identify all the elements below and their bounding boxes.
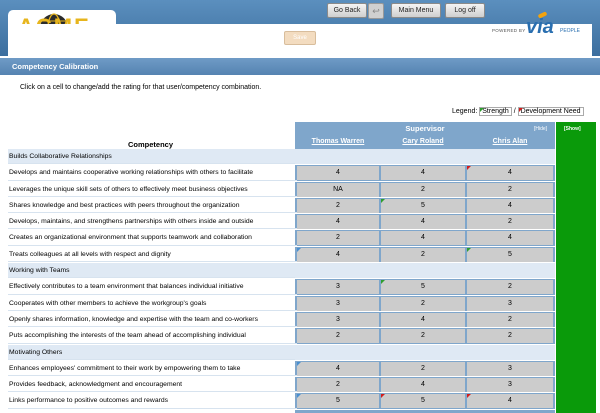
rating-value: 2	[508, 332, 512, 340]
go-back-button[interactable]: Go Back	[327, 3, 367, 18]
rating-value: 5	[421, 283, 425, 291]
rating-cell[interactable]	[381, 280, 465, 294]
back-arrow-icon[interactable]: ↩	[368, 3, 384, 19]
instructions-text: Click on a cell to change/add the rating for that user/competency combination.	[20, 84, 262, 91]
competency-label: Enhances employees' commitment to their work by empowering them to take	[8, 361, 297, 376]
table-row	[6, 361, 556, 377]
rating-value: 3	[336, 299, 340, 307]
legend-strength: Strength	[479, 107, 511, 116]
rating-cell[interactable]	[297, 280, 379, 294]
rating-value: 2	[508, 218, 512, 226]
competency-rows	[6, 149, 556, 410]
competency-label: Shares knowledge and best practices with peers throughout the organization	[8, 198, 297, 213]
strength-marker-icon	[480, 108, 484, 112]
development-marker-icon	[467, 394, 471, 398]
rating-cell[interactable]	[381, 166, 465, 180]
legend-label: Legend:	[452, 108, 478, 115]
rating-cell[interactable]	[297, 231, 379, 245]
rating-cell[interactable]	[381, 394, 465, 408]
person-header-chris-alan[interactable]: Chris Alan	[492, 138, 528, 145]
rating-value: 2	[421, 250, 425, 258]
note-marker-icon	[297, 248, 301, 252]
table-row	[6, 377, 556, 393]
category-row	[6, 263, 556, 279]
rating-value: 4	[508, 169, 512, 177]
rating-cell[interactable]	[297, 297, 379, 311]
rating-value: 2	[508, 185, 512, 193]
competency-label: Puts accomplishing the interests of the team ahead of accomplishing individual	[8, 328, 297, 343]
development-marker-icon	[467, 166, 471, 170]
table-row	[6, 247, 556, 263]
rating-value: 4	[421, 234, 425, 242]
table-row	[6, 312, 556, 328]
legend-development: Development Need	[518, 107, 584, 116]
category-fill	[295, 345, 555, 360]
rating-value: 4	[421, 169, 425, 177]
rating-value: 2	[421, 332, 425, 340]
rating-value: 3	[336, 315, 340, 323]
rating-cell[interactable]	[297, 183, 379, 197]
rating-value: 4	[336, 169, 340, 177]
table-row	[6, 198, 556, 214]
log-off-button[interactable]: Log off	[445, 3, 485, 18]
rating-value: 5	[508, 250, 512, 258]
rating-value: 4	[336, 250, 340, 258]
competency-label: Provides feedback, acknowledgment and encouragement	[8, 377, 297, 392]
powered-by-label: POWERED BY	[492, 28, 526, 33]
rating-value: 4	[508, 234, 512, 242]
rating-cell[interactable]	[297, 329, 379, 343]
rating-cell[interactable]	[297, 166, 379, 180]
rating-cell[interactable]	[381, 183, 465, 197]
rating-cell[interactable]	[467, 378, 553, 392]
rating-cell[interactable]	[297, 199, 379, 213]
rating-value: 4	[421, 381, 425, 389]
development-marker-icon	[381, 394, 385, 398]
section-title: Competency Calibration	[0, 58, 600, 75]
rating-cell[interactable]	[467, 394, 553, 408]
rating-value: 2	[336, 381, 340, 389]
category-fill	[295, 263, 555, 278]
competency-label: Develops and maintains cooperative working relationships with others to facilitate	[8, 165, 297, 180]
competency-label: Treats colleagues at all levels with respect and dignity	[8, 247, 297, 262]
competency-label: Openly shares information, knowledge and expertise with the team and co-workers	[8, 312, 297, 327]
rating-value: 2	[336, 234, 340, 242]
main-menu-button[interactable]: Main Menu	[391, 3, 441, 18]
hide-link[interactable]: [Hide]	[534, 126, 548, 132]
person-header-thomas-warren[interactable]: Thomas Warren	[311, 138, 365, 145]
rating-value: 5	[421, 201, 425, 209]
rating-cell[interactable]	[297, 378, 379, 392]
save-button[interactable]: Save	[284, 31, 316, 45]
competency-label: Cooperates with other members to achieve the workgroup's goals	[8, 296, 297, 311]
strength-marker-icon	[381, 280, 385, 284]
rating-cell[interactable]	[467, 231, 553, 245]
rating-value: 3	[336, 283, 340, 291]
category-label: Motivating Others	[8, 345, 297, 360]
show-column	[556, 122, 596, 413]
competency-label: Creates an organizational environment that supports teamwork and collaboration	[8, 230, 297, 245]
rating-cell[interactable]	[381, 231, 465, 245]
rating-value: NA	[333, 185, 343, 193]
rating-cell[interactable]	[381, 297, 465, 311]
rating-cell[interactable]	[381, 378, 465, 392]
rating-cell[interactable]	[381, 329, 465, 343]
strength-marker-icon	[381, 199, 385, 203]
rating-value: 2	[508, 315, 512, 323]
category-fill	[295, 149, 555, 164]
table-row	[6, 393, 556, 409]
development-marker-icon	[519, 108, 523, 112]
rating-value: 4	[336, 218, 340, 226]
rating-value: 4	[336, 364, 340, 372]
rating-cell[interactable]	[467, 329, 553, 343]
table-row	[6, 182, 556, 198]
rating-value: 4	[508, 397, 512, 405]
rating-cell[interactable]	[467, 297, 553, 311]
rating-cell[interactable]	[467, 362, 553, 376]
legend-separator: /	[513, 108, 516, 115]
via-logo: via	[526, 16, 554, 38]
rating-cell[interactable]	[381, 313, 465, 327]
table-row	[6, 296, 556, 312]
person-header-cary-roland[interactable]: Cary Roland	[402, 138, 444, 145]
rating-cell[interactable]	[381, 199, 465, 213]
rating-value: 2	[421, 364, 425, 372]
rating-value: 3	[508, 364, 512, 372]
rating-cell[interactable]	[381, 215, 465, 229]
rating-value: 2	[421, 299, 425, 307]
rating-value: 5	[336, 397, 340, 405]
via-people-label: PEOPLE	[560, 28, 581, 34]
note-marker-icon	[297, 394, 301, 398]
rating-value: 5	[421, 397, 425, 405]
rating-cell[interactable]	[297, 394, 379, 408]
rating-value: 4	[508, 201, 512, 209]
rating-value: 3	[508, 381, 512, 389]
legend	[452, 107, 584, 116]
table-row	[6, 214, 556, 230]
category-label: Builds Collaborative Relationships	[8, 149, 297, 164]
rating-cell[interactable]	[297, 248, 379, 262]
rating-value: 3	[508, 299, 512, 307]
supervisor-header: Supervisor	[405, 124, 445, 133]
rating-cell[interactable]	[467, 248, 553, 262]
rating-cell[interactable]	[297, 215, 379, 229]
competency-label: Effectively contributes to a team environment that balances individual initiative	[8, 279, 297, 294]
category-label: Working with Teams	[8, 263, 297, 278]
competency-label: Develops, maintains, and strengthens partnerships with others inside and outside	[8, 214, 297, 229]
note-marker-icon	[297, 362, 301, 366]
rating-cell[interactable]	[467, 313, 553, 327]
rating-cell[interactable]	[381, 248, 465, 262]
category-row	[6, 149, 556, 165]
rating-cell[interactable]	[467, 215, 553, 229]
rating-cell[interactable]	[381, 362, 465, 376]
competency-label: Leverages the unique skill sets of others to effectively meet business objectives	[8, 182, 297, 197]
rating-cell[interactable]	[467, 199, 553, 213]
table-row	[6, 279, 556, 295]
rating-value: 4	[421, 218, 425, 226]
strength-marker-icon	[467, 248, 471, 252]
rating-value: 2	[336, 332, 340, 340]
rating-cell[interactable]	[467, 280, 553, 294]
rating-value: 2	[421, 185, 425, 193]
rating-cell[interactable]	[467, 183, 553, 197]
rating-cell[interactable]	[467, 166, 553, 180]
rating-cell[interactable]	[297, 362, 379, 376]
competency-header: Competency	[127, 140, 173, 149]
rating-value: 2	[508, 283, 512, 291]
category-row	[6, 345, 556, 361]
table-row	[6, 165, 556, 181]
competency-label: Links performance to positive outcomes and rewards	[8, 393, 297, 408]
rating-cell[interactable]	[297, 313, 379, 327]
rating-value: 2	[336, 201, 340, 209]
show-link[interactable]: [Show]	[564, 126, 581, 132]
rating-value: 4	[421, 315, 425, 323]
table-row	[6, 328, 556, 344]
table-row	[6, 230, 556, 246]
